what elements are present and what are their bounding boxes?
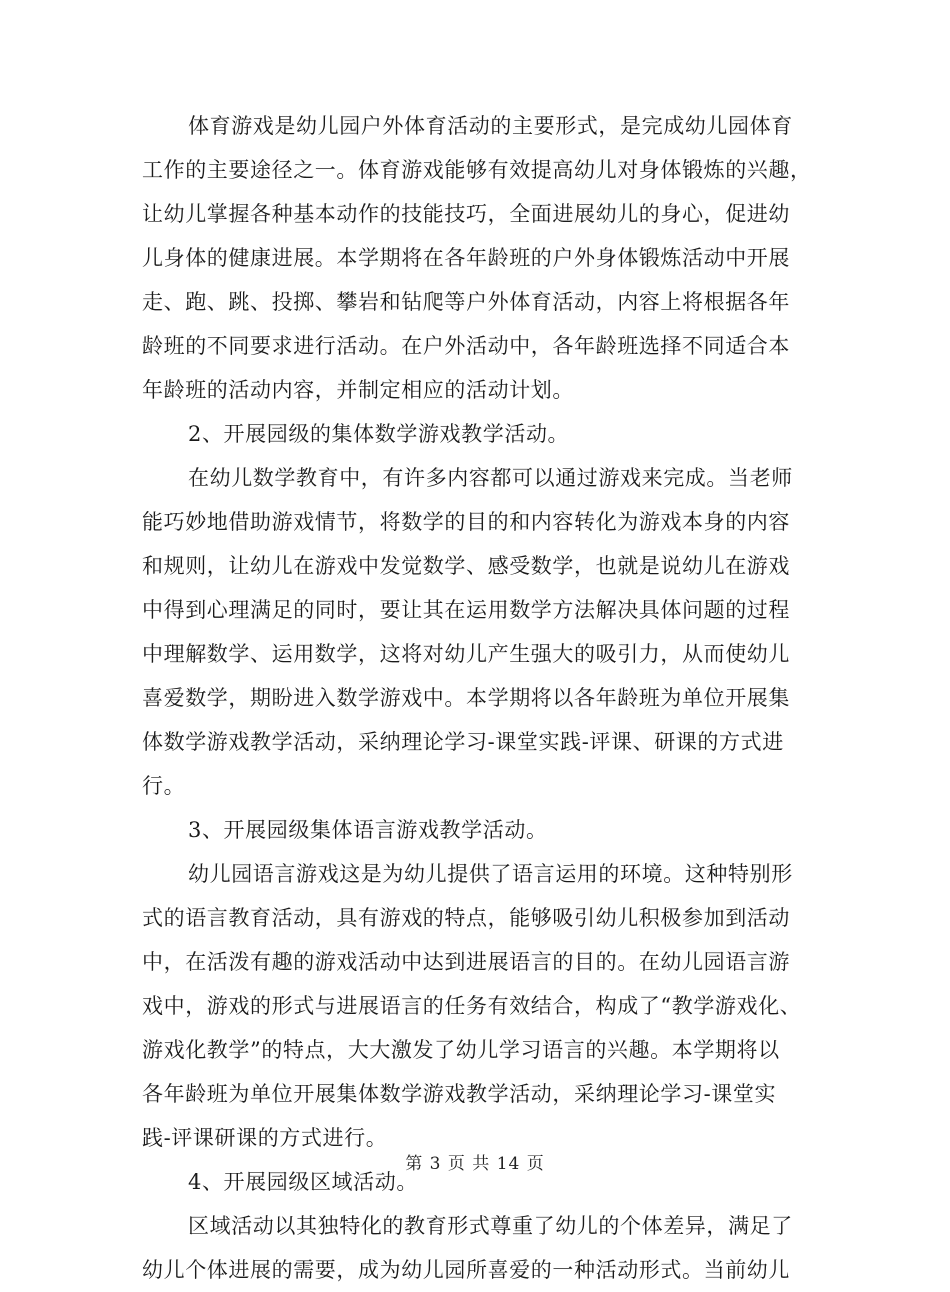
text-line: 龄班的不同要求进行活动。在户外活动中，各年龄班选择不同适合本: [142, 334, 790, 358]
page-footer: 第 3 页 共 14 页: [405, 1154, 545, 1174]
text-line: 行。: [142, 774, 186, 798]
text-line: 区域活动以其独特化的教育形式尊重了幼儿的个体差异，满足了: [188, 1214, 793, 1238]
text-line: 在幼儿数学教育中，有许多内容都可以通过游戏来完成。当老师: [188, 466, 793, 490]
text-line: 2、开展园级的集体数学游戏教学活动。: [188, 422, 570, 446]
text-line: 践-评课研课的方式进行。: [142, 1126, 388, 1150]
text-line: 体数学游戏教学活动，采纳理论学习-课堂实践-评课、研课的方式进: [142, 730, 784, 754]
text-line: 能巧妙地借助游戏情节，将数学的目的和内容转化为游戏本身的内容: [142, 510, 790, 534]
text-line: 走、跑、跳、投掷、攀岩和钻爬等户外体育活动，内容上将根据各年: [142, 290, 790, 314]
document-body: [142, 104, 810, 1292]
text-line: 儿身体的健康进展。本学期将在各年龄班的户外身体锻炼活动中开展: [142, 246, 790, 270]
text-line: 4、开展园级区域活动。: [188, 1170, 418, 1194]
text-line: 让幼儿掌握各种基本动作的技能技巧，全面进展幼儿的身心，促进幼: [142, 202, 790, 226]
text-line: 中得到心理满足的同时，要让其在运用数学方法解决具体问题的过程: [142, 598, 790, 622]
text-line: 工作的主要途径之一。体育游戏能够有效提高幼儿对身体锻炼的兴趣，: [142, 158, 812, 182]
text-line: 幼儿园语言游戏这是为幼儿提供了语言运用的环境。这种特别形: [188, 862, 793, 886]
text-line: 年龄班的活动内容，并制定相应的活动计划。: [142, 378, 574, 402]
text-line: 体育游戏是幼儿园户外体育活动的主要形式，是完成幼儿园体育: [188, 114, 793, 138]
text-line: 式的语言教育活动，具有游戏的特点，能够吸引幼儿积极参加到活动: [142, 906, 790, 930]
text-line: 中理解数学、运用数学，这将对幼儿产生强大的吸引力，从而使幼儿: [142, 642, 790, 666]
text-line: 游戏化教学”的特点，大大激发了幼儿学习语言的兴趣。本学期将以: [142, 1038, 780, 1062]
text-line: 喜爱数学，期盼进入数学游戏中。本学期将以各年龄班为单位开展集: [142, 686, 790, 710]
text-line: 和规则，让幼儿在游戏中发觉数学、感受数学，也就是说幼儿在游戏: [142, 554, 790, 578]
text-line: 戏中，游戏的形式与进展语言的任务有效结合，构成了“教学游戏化、: [142, 994, 802, 1018]
text-line: 中，在活泼有趣的游戏活动中达到进展语言的目的。在幼儿园语言游: [142, 950, 790, 974]
text-line: 幼儿个体进展的需要，成为幼儿园所喜爱的一种活动形式。当前幼儿: [142, 1258, 790, 1282]
text-line: 3、开展园级集体语言游戏教学活动。: [188, 818, 548, 842]
text-line: 各年龄班为单位开展集体数学游戏教学活动，采纳理论学习-课堂实: [142, 1082, 777, 1106]
